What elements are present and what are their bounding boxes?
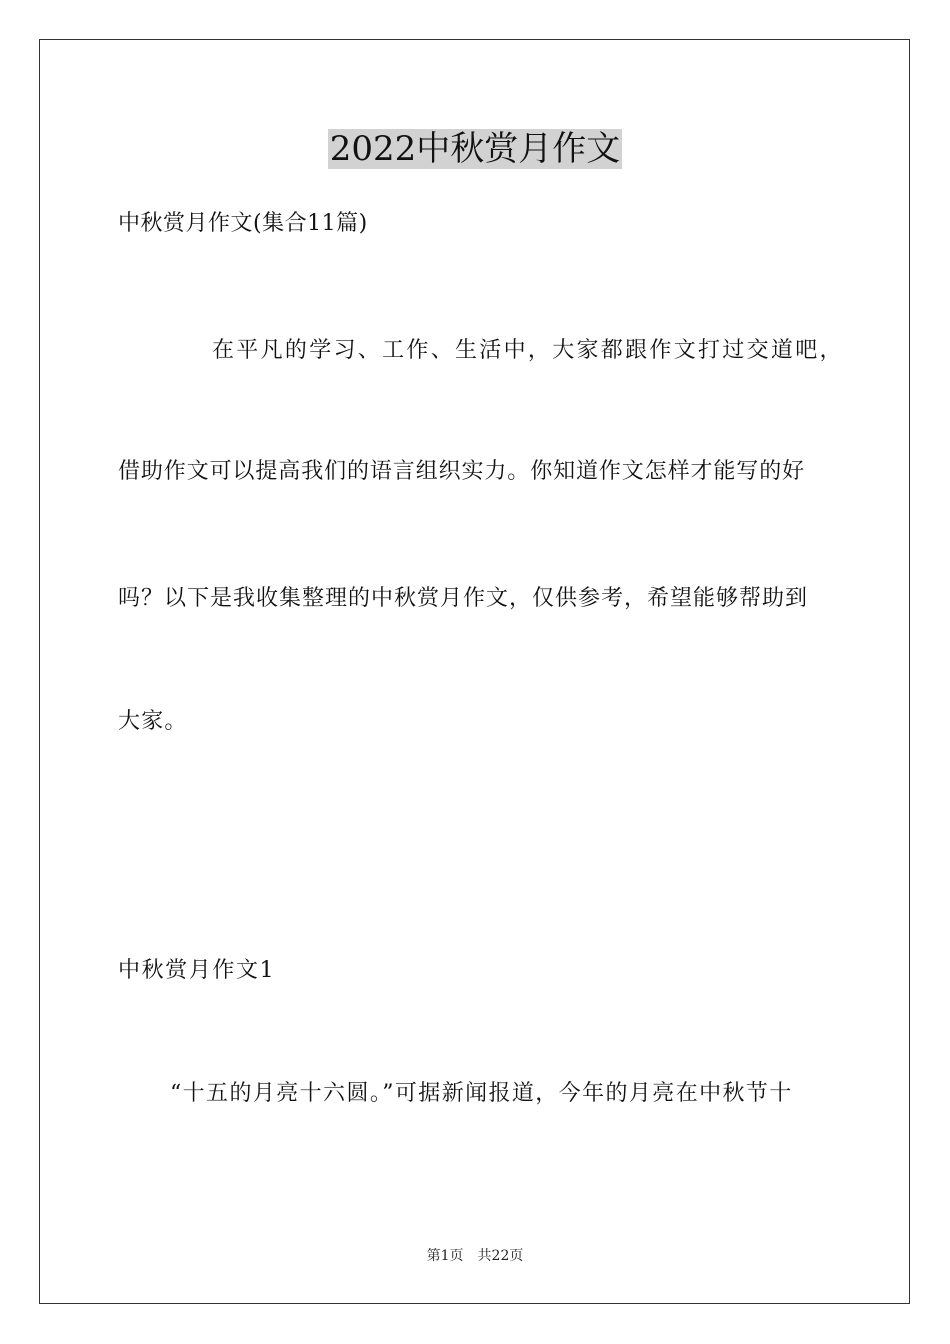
section-heading: 中秋赏月作文1 <box>118 958 276 983</box>
section-paragraph-line: “十五的月亮十六圆。”可据新闻报道，今年的月亮在中秋节十 <box>170 1081 793 1106</box>
page-footer <box>0 1247 950 1265</box>
intro-line-3: 吗？以下是我收集整理的中秋赏月作文，仅供参考，希望能够帮助到 <box>118 586 809 611</box>
intro-line-1: 在平凡的学习、工作、生活中，大家都跟作文打过交道吧， <box>212 338 844 363</box>
intro-line-4: 大家。 <box>118 709 188 734</box>
document-title-text: 2022中秋赏月作文 <box>329 129 621 169</box>
document-subtitle: 中秋赏月作文(集合11篇) <box>118 211 368 236</box>
page-number: 第1页 <box>426 1248 464 1264</box>
document-title <box>0 126 950 172</box>
intro-line-2: 借助作文可以提高我们的语言组织实力。你知道作文怎样才能写的好 <box>118 459 806 484</box>
page-total: 共22页 <box>477 1248 524 1264</box>
